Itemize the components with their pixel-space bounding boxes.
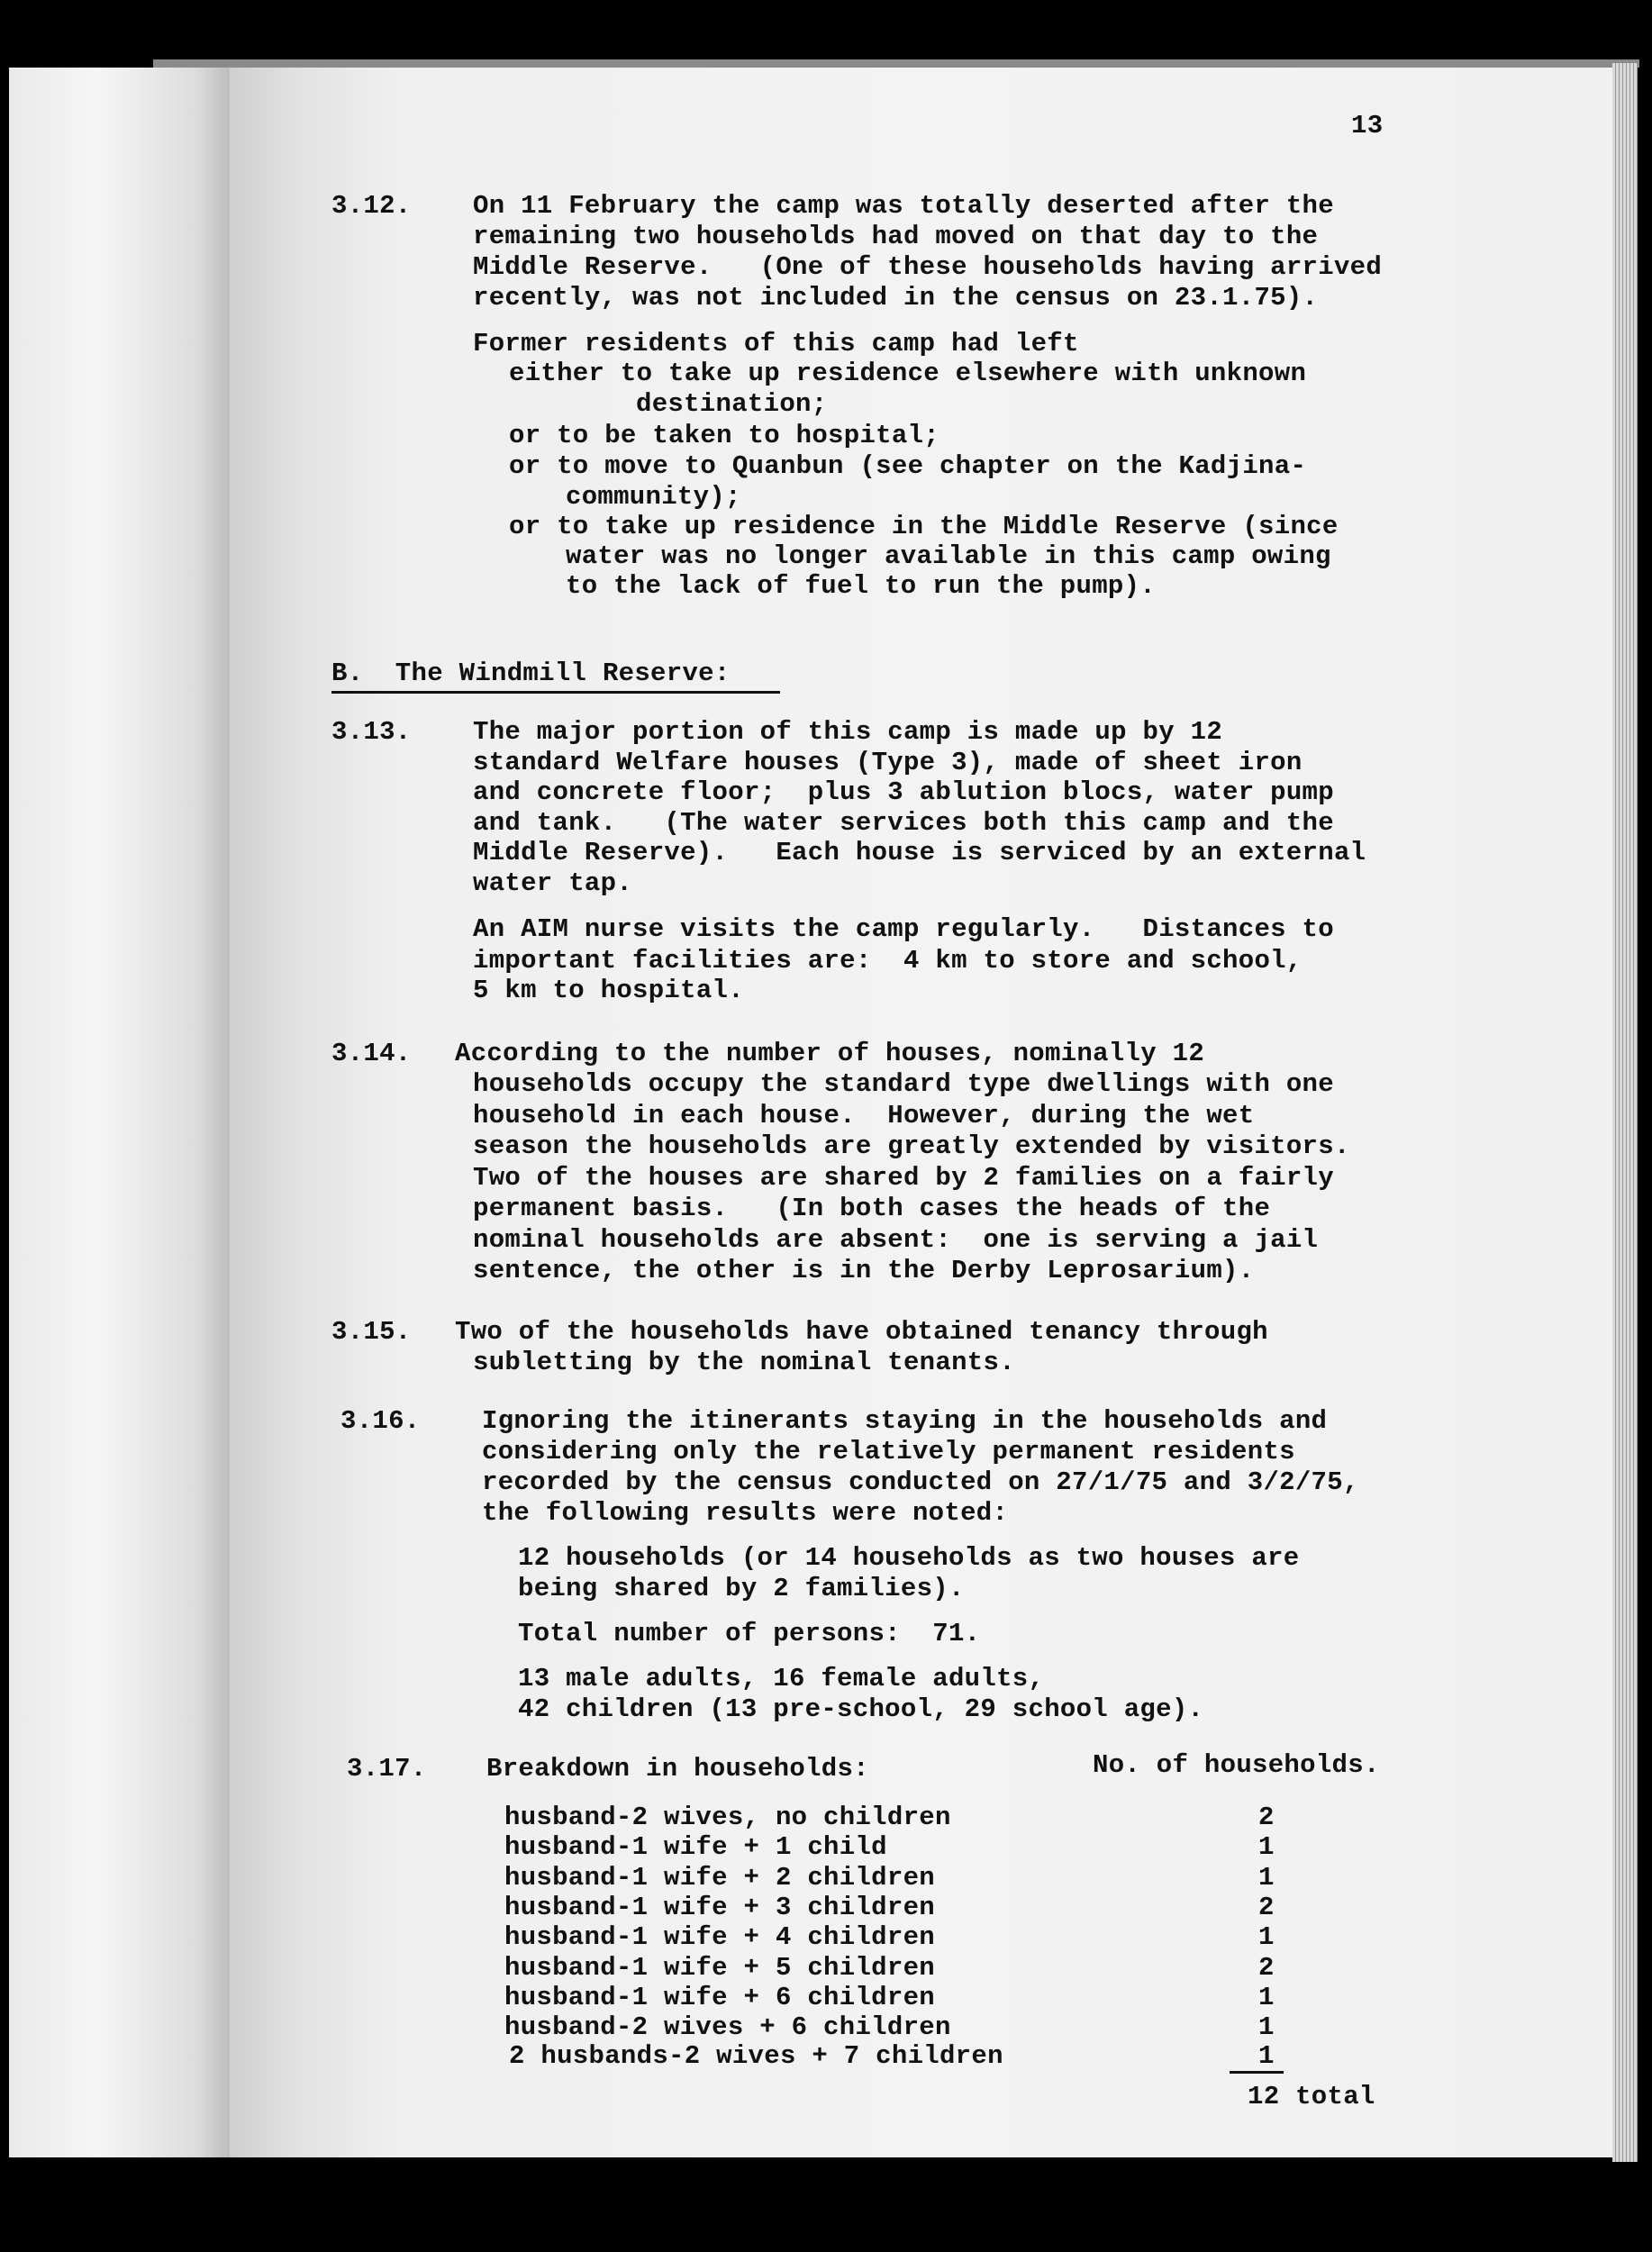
breakdown-row-count: 1 bbox=[1258, 2041, 1275, 2071]
breakdown-row-count: 1 bbox=[1258, 2012, 1275, 2042]
breakdown-row-label: husband-1 wife + 5 children bbox=[504, 1953, 935, 1983]
breakdown-row-count: 1 bbox=[1258, 1983, 1275, 2012]
para-3-16-total-persons: Total number of persons: 71. bbox=[518, 1619, 981, 1648]
para-3-12-list-line: to the lack of fuel to run the pump). bbox=[566, 571, 1157, 601]
para-3-13-line: Middle Reserve). Each house is serviced by an external bbox=[473, 838, 1366, 867]
para-3-16-line: considering only the relatively permanent residents bbox=[482, 1437, 1295, 1467]
section-heading-windmill-reserve: B. The Windmill Reserve: bbox=[331, 658, 731, 688]
para-3-12-line: On 11 February the camp was totally deserted after the bbox=[473, 191, 1334, 221]
para-3-14-line: permanent basis. (In both cases the heads of the bbox=[473, 1194, 1271, 1223]
page-top-edge bbox=[153, 59, 1639, 68]
para-3-14-line: nominal households are absent: one is serving a jail bbox=[473, 1225, 1319, 1255]
para-3-13-nurse-line: important facilities are: 4 km to store and school, bbox=[473, 946, 1303, 976]
para-3-15-line: subletting by the nominal tenants. bbox=[473, 1348, 1015, 1377]
breakdown-row-label: husband-1 wife + 4 children bbox=[504, 1922, 935, 1952]
breakdown-row-count: 1 bbox=[1258, 1863, 1275, 1893]
breakdown-row-count: 2 bbox=[1258, 1893, 1275, 1922]
para-3-14-line: sentence, the other is in the Derby Leprosarium). bbox=[473, 1256, 1255, 1285]
para-3-14-line: households occupy the standard type dwellings with one bbox=[473, 1069, 1334, 1099]
breakdown-row-label: husband-1 wife + 3 children bbox=[504, 1893, 935, 1922]
breakdown-row-label: husband-2 wives, no children bbox=[504, 1803, 951, 1832]
para-3-12-line: recently, was not included in the census on 23.1.75). bbox=[473, 283, 1319, 313]
para-3-13-line: water tap. bbox=[473, 868, 633, 898]
para-3-14-line: According to the number of houses, nominally 12 bbox=[455, 1039, 1205, 1068]
para-3-12-list-line: or to take up residence in the Middle Reserve (since bbox=[509, 512, 1339, 541]
para-3-14-line: Two of the houses are shared by 2 families on a fairly bbox=[473, 1163, 1334, 1193]
para-3-12-list-line: destination; bbox=[636, 389, 828, 419]
para-3-13-line: standard Welfare houses (Type 3), made of sheet iron bbox=[473, 748, 1303, 777]
para-3-13-line: and tank. (The water services both this camp and the bbox=[473, 808, 1334, 838]
para-3-12-list-line: or to move to Quanbun (see chapter on the Kadjina- bbox=[509, 451, 1307, 481]
para-3-12-list-line: community); bbox=[566, 482, 741, 512]
page-number: 13 bbox=[1351, 111, 1384, 141]
para-3-13-line: The major portion of this camp is made up by 12 bbox=[473, 717, 1223, 747]
section-number-3-12: 3.12. bbox=[331, 191, 412, 221]
breakdown-row-count: 1 bbox=[1258, 1832, 1275, 1862]
breakdown-row-label: 2 husbands-2 wives + 7 children bbox=[509, 2041, 1003, 2071]
para-3-12-line: Middle Reserve. (One of these households having arrived bbox=[473, 252, 1383, 282]
para-3-15-line: Two of the households have obtained tenancy through bbox=[455, 1317, 1268, 1347]
para-3-12-intro: Former residents of this camp had left bbox=[473, 329, 1079, 359]
para-3-12-list-line: either to take up residence elsewhere with unknown bbox=[509, 359, 1307, 388]
para-3-16-line: Ignoring the itinerants staying in the households and bbox=[482, 1406, 1328, 1436]
para-3-16-line: the following results were noted: bbox=[482, 1498, 1009, 1528]
para-3-16-line: recorded by the census conducted on 27/1/75 and 3/2/75, bbox=[482, 1467, 1359, 1497]
para-3-16-result: being shared by 2 families). bbox=[518, 1574, 965, 1603]
para-3-16-result: 42 children (13 pre-school, 29 school age). bbox=[518, 1694, 1204, 1724]
breakdown-row-label: husband-1 wife + 6 children bbox=[504, 1983, 935, 2012]
section-number-3-15: 3.15. bbox=[331, 1317, 412, 1347]
section-number-3-17: 3.17. bbox=[347, 1754, 427, 1784]
heading-underline bbox=[331, 691, 780, 694]
section-number-3-13: 3.13. bbox=[331, 717, 412, 747]
para-3-16-result: 13 male adults, 16 female adults, bbox=[518, 1664, 1045, 1694]
para-3-14-line: household in each house. However, during the wet bbox=[473, 1101, 1255, 1131]
page-stack-edge bbox=[1612, 63, 1638, 2162]
total-rule bbox=[1230, 2071, 1284, 2074]
section-number-3-14: 3.14. bbox=[331, 1039, 412, 1068]
binding-margin bbox=[9, 68, 230, 2157]
households-total: 12 total bbox=[1248, 2082, 1375, 2111]
breakdown-row-count: 2 bbox=[1258, 1803, 1275, 1832]
breakdown-heading: Breakdown in households: bbox=[486, 1754, 869, 1784]
breakdown-row-label: husband-1 wife + 2 children bbox=[504, 1863, 935, 1893]
para-3-12-list-line: or to be taken to hospital; bbox=[509, 421, 939, 450]
breakdown-row-count: 1 bbox=[1258, 1922, 1275, 1952]
para-3-13-nurse-line: 5 km to hospital. bbox=[473, 976, 744, 1005]
households-column-heading: No. of households. bbox=[1093, 1750, 1380, 1780]
breakdown-row-label: husband-2 wives + 6 children bbox=[504, 2012, 951, 2042]
section-number-3-16: 3.16. bbox=[340, 1406, 421, 1436]
para-3-14-line: season the households are greatly extended by visitors. bbox=[473, 1131, 1350, 1161]
breakdown-row-count: 2 bbox=[1258, 1953, 1275, 1983]
para-3-13-line: and concrete floor; plus 3 ablution blocs, water pump bbox=[473, 777, 1334, 807]
para-3-12-line: remaining two households had moved on that day to the bbox=[473, 222, 1319, 251]
para-3-13-nurse-line: An AIM nurse visits the camp regularly. Distances to bbox=[473, 914, 1334, 944]
para-3-12-list-line: water was no longer available in this camp owing bbox=[566, 541, 1331, 571]
breakdown-row-label: husband-1 wife + 1 child bbox=[504, 1832, 887, 1862]
para-3-16-result: 12 households (or 14 households as two houses are bbox=[518, 1543, 1300, 1573]
